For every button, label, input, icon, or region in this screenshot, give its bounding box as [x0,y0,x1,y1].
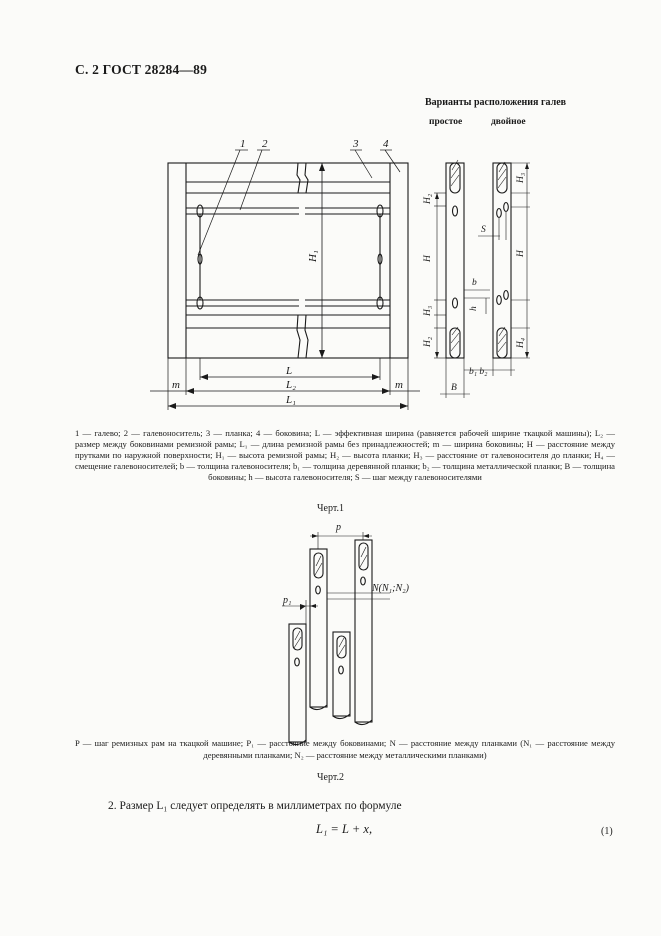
dim-h2-bottom: H₂ [423,336,433,347]
callout-4: 4 [383,138,389,150]
dim-h3-double: H₃ [516,172,526,183]
dim-m-right: m [395,379,403,391]
dim-b: b [472,278,477,288]
figure-1-legend: 1 — галево; 2 — галевоноситель; 3 — планка; 4 — боковина; L — эффективная ширина (равняется рабочей ширине ткацкой машины); L₂ — размер между боковинами ремизной рамы; L₁ — длина ремизной рамы без принадлежностей; m — ширина боковины; H — расстояние между прутками по наружной поверхности; H₁ — высота ремизной рамы; H₂ — высота планки; H₃ — расстояние от галевоносителя до планки; H₄ — смещение галевоносителей; b — толщина галевоносителя; b₁ — толщина деревянной планки; b₂ — толщина металлической планки; B — толщина боковины; h — высота галевоносителя; S — шаг между галевоносителями [75,428,615,482]
frame-outline [168,163,408,358]
dim-h2-top: H₂ [423,193,433,204]
figure-2-caption: Черт.2 [317,772,344,783]
figure-1-caption: Черт.1 [317,503,344,514]
body-paragraph: 2. Размер L₁ следует определять в миллиметрах по формуле [108,800,402,812]
callout-2: 2 [262,138,268,150]
figure-2-legend: P — шаг ремизных рам на ткацкой машине; P₁ — расстояние между боковинами; N — расстояние между планками (N₁ — расстояние между деревянными планками; N₂ — расстояние между металлическими планками) [75,738,615,760]
dim-s: S [481,225,486,235]
dim-m-left: m [172,379,180,391]
dim-p: p [336,522,341,533]
dim-h-simple: H [423,255,433,262]
variant-simple-label: простое [429,117,463,127]
variant-double-label: двойное [491,117,526,127]
callout-3: 3 [353,138,359,150]
formula: L₁ = L + x, [316,822,373,836]
dim-n: N(N₁;N₂) [372,583,409,594]
dim-l1: L₁ [286,394,296,406]
dim-h-small: h [469,306,479,311]
dim-b-big: B [451,383,457,393]
callout-1: 1 [240,138,246,150]
dim-h3-simple: H₃ [423,305,433,316]
dim-l2: L₂ [286,379,296,391]
dim-b1b2: b₁ b₂ [469,367,488,377]
dim-h4: H₄ [516,337,526,348]
dim-p1: p₁ [283,595,292,606]
variants-title: Варианты расположения галев [425,97,567,108]
formula-number: (1) [601,826,613,837]
dim-h1: H₁ [307,250,319,262]
page-header: С. 2 ГОСТ 28284—89 [75,62,208,77]
dim-h-double: H [516,250,526,257]
dim-l: L [286,365,293,377]
